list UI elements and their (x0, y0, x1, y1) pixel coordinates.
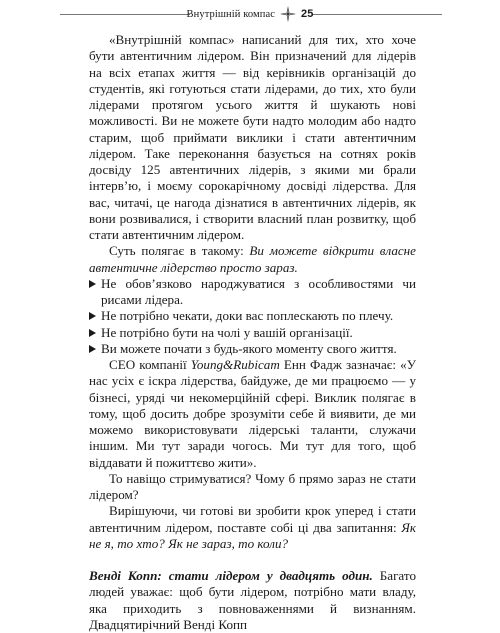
body-text (89, 32, 416, 633)
triangle-bullet-icon (89, 312, 96, 320)
essence-lead: Суть полягає в такому: (109, 243, 250, 259)
paragraph-intro: «Внутрішній компас» написаний для тих, хто хоче бути автентичним лідером. Він призначений для лідерів на всіх етапах життя — від керівників організацій до студентів, які готуються стати лідерами, до тих, хто були лідерами протягом усього життя й шукають нові можливості. Ви не можете бути надто молодим або надто старим, щоб приймати виклики і стати автентичним лідером. Таке переконання базується на сотнях років досвіду 125 автентичних лідерів, з якими ми брали інтерв’ю, і моєму сорокарічному досвіді лідерства. Для вас, читачі, це нагода дізнатися в автентичних лідерів, як вони розвивалися, і створити власний план розвитку, щоб стати автентичним лідером. (89, 32, 416, 242)
quote-text: «У нас усіх є іскра лідерства, байдуже, де ми працюємо — у бізнесі, уряді чи некомерційній сфері. Виклик полягає в тому, щоб досить добре зрозуміти себе й виявити, де ми можемо використовувати лідерські таланти, служачи іншим. Ми тут заради чогось. Ми тут для того, щоб віддавати й пожиттєво жити». (89, 357, 416, 470)
running-header (0, 6, 500, 22)
section-heading: Венді Копп: стати лідером у двадцять один. (89, 568, 373, 583)
bullet-item (89, 276, 416, 309)
triangle-bullet-icon (89, 280, 96, 288)
section-text: Багато людей уважає: щоб бути лідером, потрібно мати владу, яка приходить з повноваженнями й визнанням. Двадцятирічний Венді Копп (89, 568, 417, 632)
bullet-text: Не потрібно чекати, доки вас поплескають по плечу. (101, 308, 394, 324)
page-number: 25 (301, 8, 314, 20)
bullet-item (89, 325, 416, 341)
paragraph-why-wait: То навіщо стримуватися? Чому б прямо зараз не стати лідером? (89, 470, 416, 502)
quote-mid: Енн Фадж зазначає: (279, 357, 401, 372)
bullet-item (89, 341, 416, 357)
bullet-text: Не обов’язково народжуватися з особливостями чи рисами лідера. (101, 275, 416, 307)
paragraph-section (89, 568, 416, 633)
four-point-star-icon (280, 6, 296, 22)
questions-italic: Як не я, то хто? Як не зараз, то коли? (89, 519, 416, 551)
bullet-item (89, 308, 416, 324)
quote-lead: СЕО компанії (109, 357, 191, 372)
paragraph-essence (89, 243, 416, 276)
triangle-bullet-icon (89, 345, 96, 353)
questions-lead: Вирішуючи, чи готові ви зробити крок уперед і стати автентичним лідером, поставте собі ці два запитання: (89, 503, 416, 535)
company-name: Young&Rubicam (190, 357, 280, 372)
triangle-bullet-icon (89, 329, 96, 337)
bullet-text: Ви можете почати з будь-якого моменту свого життя. (101, 340, 397, 356)
bullet-text: Не потрібно бути на чолі у вашій організації. (101, 324, 353, 340)
bullet-list (89, 276, 416, 357)
essence-italic: Ви можете відкрити власне автентичне лідерство просто зараз. (89, 243, 416, 275)
section-gap (89, 552, 416, 568)
paragraph-quote (89, 357, 416, 471)
book-title: Внутрішній компас (186, 8, 276, 20)
paragraph-questions (89, 503, 416, 552)
